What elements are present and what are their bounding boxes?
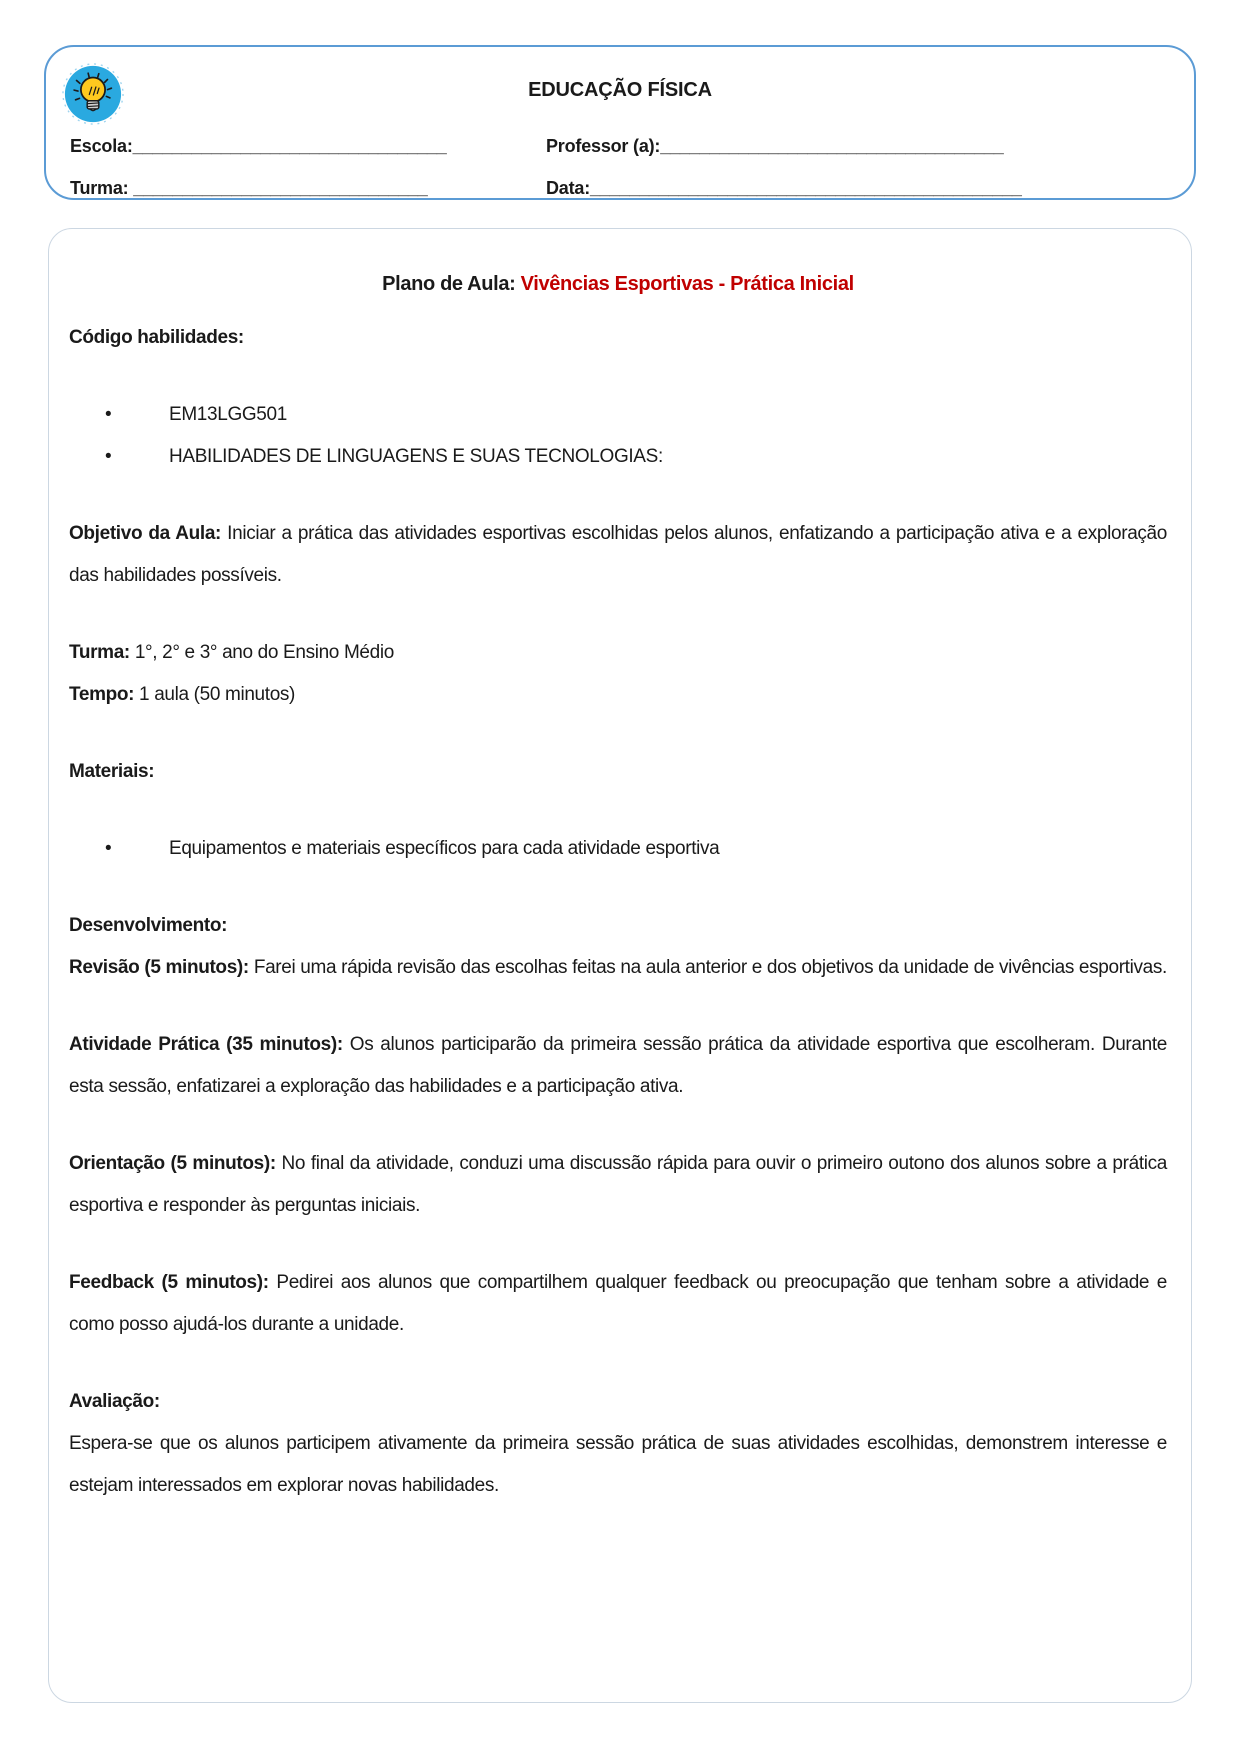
document-title — [69, 263, 1167, 305]
lesson-plan-box — [48, 228, 1192, 1703]
materiais-bullet-list — [69, 828, 1167, 870]
professor-blank-line: ___________________________________ — [660, 136, 1004, 156]
escola-blank-line: ________________________________ — [132, 136, 447, 156]
atividade-label: Atividade Prática (35 minutos): — [69, 1034, 343, 1055]
objetivo-label: Objetivo da Aula: — [69, 523, 222, 544]
field-turma — [70, 173, 428, 203]
heading-codigo-habilidades: Código habilidades: — [69, 327, 244, 348]
paragraph-orientacao — [69, 1143, 1167, 1227]
escola-label: Escola: — [70, 136, 133, 156]
lesson-plan-content — [49, 229, 1191, 1507]
turma-label: Turma: — [70, 178, 129, 198]
orientacao-label: Orientação (5 minutos): — [69, 1153, 276, 1174]
list-item — [69, 436, 1167, 478]
revisao-label: Revisão (5 minutos): — [69, 957, 249, 978]
professor-label: Professor (a): — [546, 136, 661, 156]
paragraph-objetivo — [69, 513, 1167, 597]
objetivo-text: Iniciar a prática das atividades esportivas escolhidas pelos alunos, enfatizando a participação ativa e a exploração das habilidades possíveis. — [69, 523, 1167, 586]
data-blank-line: ____________________________________________ — [590, 178, 1022, 198]
document-title-prefix: Plano de Aula: — [382, 273, 521, 295]
revisao-text: Farei uma rápida revisão das escolhas feitas na aula anterior e dos objetivos da unidade de vivências esportivas. — [253, 957, 1167, 978]
list-item — [69, 828, 1167, 870]
heading-desenvolvimento: Desenvolvimento: — [69, 915, 228, 936]
field-escola — [70, 131, 447, 161]
bullet-text: HABILIDADES DE LINGUAGENS E SUAS TECNOLOGIAS: — [169, 446, 663, 467]
turma-info-label: Turma: — [69, 642, 130, 663]
paragraph-feedback — [69, 1262, 1167, 1346]
turma-info-text: 1°, 2° e 3° ano do Ensino Médio — [134, 642, 394, 663]
feedback-label: Feedback (5 minutos): — [69, 1272, 269, 1293]
feedback-text: Pedirei aos alunos que compartilhem qualquer feedback ou preocupação que tenham sobre a atividade e como posso ajudá-los durante a unidade. — [69, 1272, 1168, 1335]
tempo-text: 1 aula (50 minutos) — [139, 684, 296, 705]
paragraph-atividade-pratica — [69, 1024, 1167, 1108]
list-item — [69, 394, 1167, 436]
paragraph-revisao — [69, 947, 1167, 989]
paragraph-avaliacao — [69, 1423, 1167, 1507]
paragraph-turma — [69, 632, 1167, 674]
avaliacao-text: Espera-se que os alunos participem ativamente da primeira sessão prática de suas atividades escolhidas, demonstrem interesse e estejam interessados em explorar novas habilidades. — [69, 1433, 1167, 1496]
bullet-text: EM13LGG501 — [169, 404, 287, 425]
field-professor — [546, 131, 1004, 161]
field-data — [546, 173, 1022, 203]
data-label: Data: — [546, 178, 591, 198]
header-title: EDUCAÇÃO FÍSICA — [528, 79, 712, 101]
codigo-bullet-list — [69, 394, 1167, 478]
bullet-text: Equipamentos e materiais específicos para cada atividade esportiva — [169, 838, 720, 859]
document-title-highlight: Vivências Esportivas - Prática Inicial — [520, 273, 854, 295]
paragraph-tempo — [69, 674, 1167, 716]
heading-materiais: Materiais: — [69, 761, 155, 782]
orientacao-text: No final da atividade, conduzi uma discussão rápida para ouvir o primeiro outono dos alunos sobre a prática esportiva e responder às perguntas iniciais. — [69, 1153, 1167, 1216]
tempo-label: Tempo: — [69, 684, 135, 705]
turma-blank-line: ______________________________ — [128, 178, 428, 198]
atividade-text: Os alunos participarão da primeira sessão prática da atividade esportiva que escolheram. Durante esta sessão, enfatizarei a exploração das habilidades e a participação ativa. — [69, 1034, 1167, 1097]
heading-avaliacao: Avaliação: — [69, 1391, 160, 1412]
group-turma-tempo — [69, 632, 1167, 716]
header-box — [44, 45, 1196, 200]
